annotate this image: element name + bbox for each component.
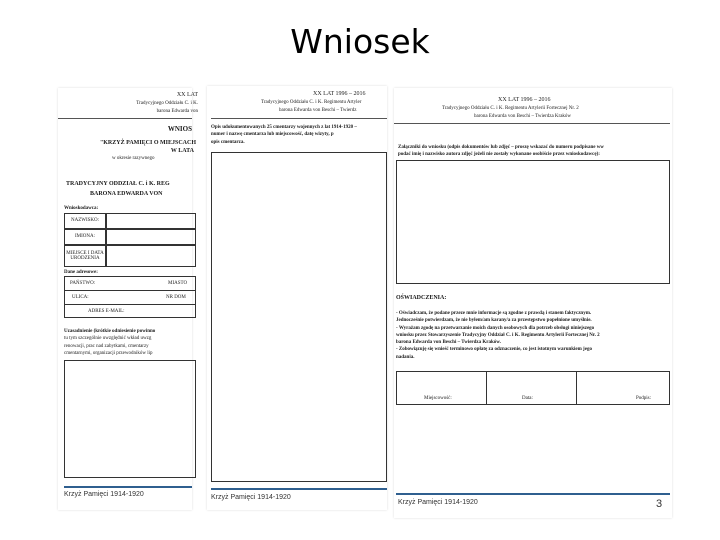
page2-footer: Krzyż Pamięci 1914-1920 (211, 494, 291, 501)
declarations-title: OŚWIADCZENIA: (396, 295, 447, 301)
address-row-divider-2 (64, 304, 196, 305)
page3-header-line-3: barona Edwarda von Beschi – Twierdza Kraków (474, 114, 572, 119)
attachments-field[interactable] (396, 160, 670, 284)
attachments-text (398, 144, 672, 159)
justification-field[interactable] (64, 360, 196, 478)
page1-header-line-2: Tradycyjnego Oddziału C. i K. (136, 101, 198, 106)
signature-field[interactable] (576, 371, 670, 405)
slide-title: Wniosek (290, 22, 430, 61)
page1-cross-title-1: "KRZYŻ PAMIĘCI O MIEJSCACH (99, 140, 196, 146)
page1-header-line-1: XX LAT (176, 92, 198, 98)
house-no-label: NR DOM (166, 295, 186, 300)
page1-header-rule (58, 118, 192, 119)
page1-footer-rule (64, 486, 192, 488)
page3-header-line-2: Tradycyjnego Oddziału C. i K. Regimentu Artylerii Fortecznej Nr. 2 (442, 106, 579, 111)
justification-line-4: cmentarnymi, organizacji przewodników lip (64, 350, 153, 356)
country-label: PAŃSTWO: (70, 281, 96, 286)
page2-intro-line-2: numer i nazwę cmentarza lub miejscowość, datę wizyty, p (211, 132, 334, 138)
attachments-line-1: Załączniki do wniosku (odpis dokumentów lub zdjęć – proszę wskazać do numeru podpisane ww (398, 145, 604, 150)
declaration-line-3: - Wyrażam zgodę na przetwarzanie moich danych osobowych dla potrzeb obsługi niniejszego (396, 325, 595, 331)
page1-org-line-1: TRADYCYJNY ODDZIAŁ C. i K. REG (66, 181, 170, 187)
city-label: MIASTO (168, 281, 188, 286)
signature-label: Podpis: (636, 396, 652, 401)
page1-org-line-2: BARONA EDWARDA VON (90, 191, 163, 197)
justification-text (64, 328, 204, 357)
street-label: ULICA: (72, 295, 89, 300)
justification-line-1: Uzasadnienie (krótkie odniesienie powinno (64, 329, 156, 334)
page1-header-line-3: barona Edwarda von (156, 109, 198, 114)
page1-cross-title-2: W LATA (170, 148, 194, 154)
address-row-divider-1 (64, 290, 196, 291)
attachments-line-2: podać imię i nazwisko autora zdjęć jeżeli nie zostały wykonane osobiście przez wnioskodawcę): (398, 152, 600, 158)
page2-intro (211, 124, 411, 146)
declarations-text (396, 310, 670, 361)
page2-footer-rule (211, 488, 387, 490)
page3-header-rule (394, 123, 670, 124)
declaration-line-7: nadania. (396, 354, 415, 360)
page3-header-line-1: XX LAT 1996 – 2016 (498, 97, 551, 103)
declaration-line-5: barona Edwarda von Beschi – Twierdza Kraków. (396, 340, 501, 345)
birth-field[interactable] (106, 245, 196, 267)
date-label: Data: (522, 396, 533, 401)
birth-label: MIEJSCE I DATA URODZENIA (64, 245, 106, 267)
first-names-field[interactable] (106, 229, 196, 245)
declaration-line-2: Jednocześnie potwierdzam, że nie byłem/am karany/a za przestępstwo popełnione umyślnie. (396, 318, 592, 324)
address-label: Dane adresowe: (64, 270, 98, 275)
justification-line-2: tu tym szczególnie uwzględnić wkład uwzg (64, 336, 152, 342)
page2-intro-line-3: opis cmentarza. (211, 139, 245, 145)
page3-footer-rule (396, 493, 670, 495)
form-page-2 (207, 86, 387, 510)
page2-header-line-3: barona Edwarda von Beschi – Twierdz (279, 108, 357, 113)
applicant-label: Wnioskodawca: (64, 206, 99, 211)
page2-header-line-2: Tradycyjnego Oddziału C. i K. Regimentu Artyler (261, 100, 362, 105)
email-label: ADRES E-MAIL: (88, 309, 125, 314)
declaration-line-6: - Zobowiązuję się wnieść terminowo opłatę za odznaczenie, co jest istotnym warunkiem jego (396, 347, 592, 353)
page1-heading: WNIOS (167, 125, 192, 133)
page-number: 3 (656, 498, 663, 510)
form-page-1 (58, 88, 198, 510)
justification-line-3: renowacji, prac nad zabytkami, cmentarzy (64, 343, 149, 349)
form-page-3 (394, 88, 672, 518)
cemetery-description-field[interactable] (211, 152, 387, 482)
page2-header-line-1: XX LAT 1996 – 2016 (313, 91, 366, 97)
page1-cross-sub: w okresie razywnego (112, 156, 155, 161)
page1-footer: Krzyż Pamięci 1914-1920 (64, 491, 144, 498)
declaration-line-1: - Oświadczam, że podane przeze mnie informacje są zgodne z prawdą i stanem faktycznym. (396, 311, 592, 316)
first-names-label: IMIONA: (64, 229, 106, 245)
place-label: Miejscowość: (424, 396, 452, 401)
page2-intro-line-1: Opis udokumentowanych 25 cmentarzy wojennych z lat 1914-1920 – (211, 125, 357, 130)
surname-field[interactable] (106, 213, 196, 229)
page2-header-rule (211, 118, 387, 119)
surname-label: NAZWISKO: (64, 213, 106, 229)
declaration-line-4: wniosku przez Stowarzyszenie Tradycyjny Oddział C. i K. Regimentu Artylerii Fortecznej Nr. 2 (396, 332, 600, 338)
page3-footer: Krzyż Pamięci 1914-1920 (398, 499, 478, 506)
